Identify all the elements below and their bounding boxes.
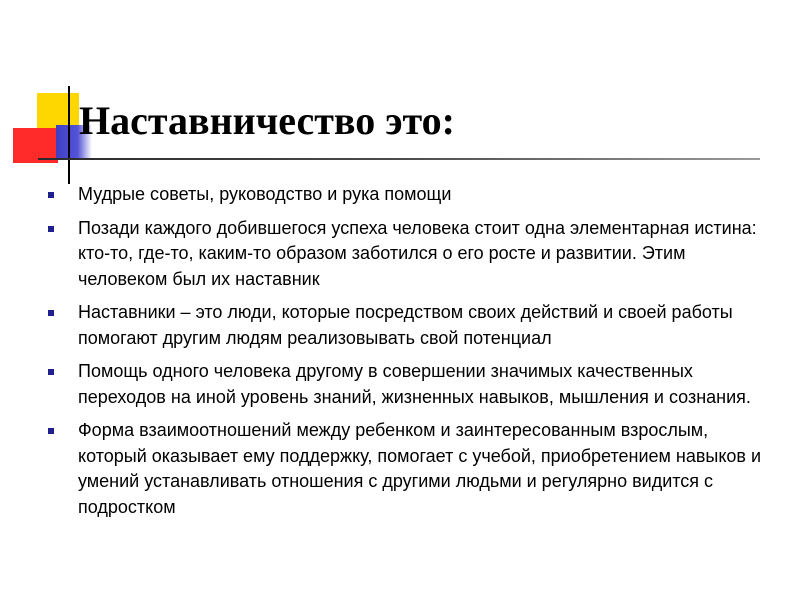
bullet-item [48,359,778,410]
bullet-text: Помощь одного человека другому в совершении значимых качественных переходов на иной уровень знаний, жизненных навыков, мышления и сознания. [78,361,751,407]
square-bullet-icon [48,428,54,434]
bullet-text: Наставники – это люди, которые посредством своих действий и своей работы помогают другим людям реализовывать свой потенциал [78,302,733,348]
bullet-item [48,216,778,293]
bullet-text: Мудрые советы, руководство и рука помощи [78,184,452,204]
bullet-text: Позади каждого добившегося успеха человека стоит одна элементарная истина: кто-то, где-то, каким-то образом заботился о его росте и развитии. Этим человеком был их наставник [78,217,757,289]
bullet-item [48,182,778,208]
bullet-text: Форма взаимоотношений между ребенком и заинтересованным взрослым, который оказывает ему поддержку, помогает с учебой, приобретением навыков и умений устанавливать отношения с другими людьми и регулярно видится с подростком [78,420,762,517]
slide-title: Наставничество это: [79,98,455,143]
square-bullet-icon [48,310,54,316]
title-underline [38,158,760,160]
decorative-vertical-line [68,86,70,184]
bullet-item [48,300,778,351]
square-bullet-icon [48,369,54,375]
square-bullet-icon [48,192,54,198]
square-bullet-icon [48,226,54,232]
bullet-list [48,182,778,528]
bullet-item [48,418,778,520]
